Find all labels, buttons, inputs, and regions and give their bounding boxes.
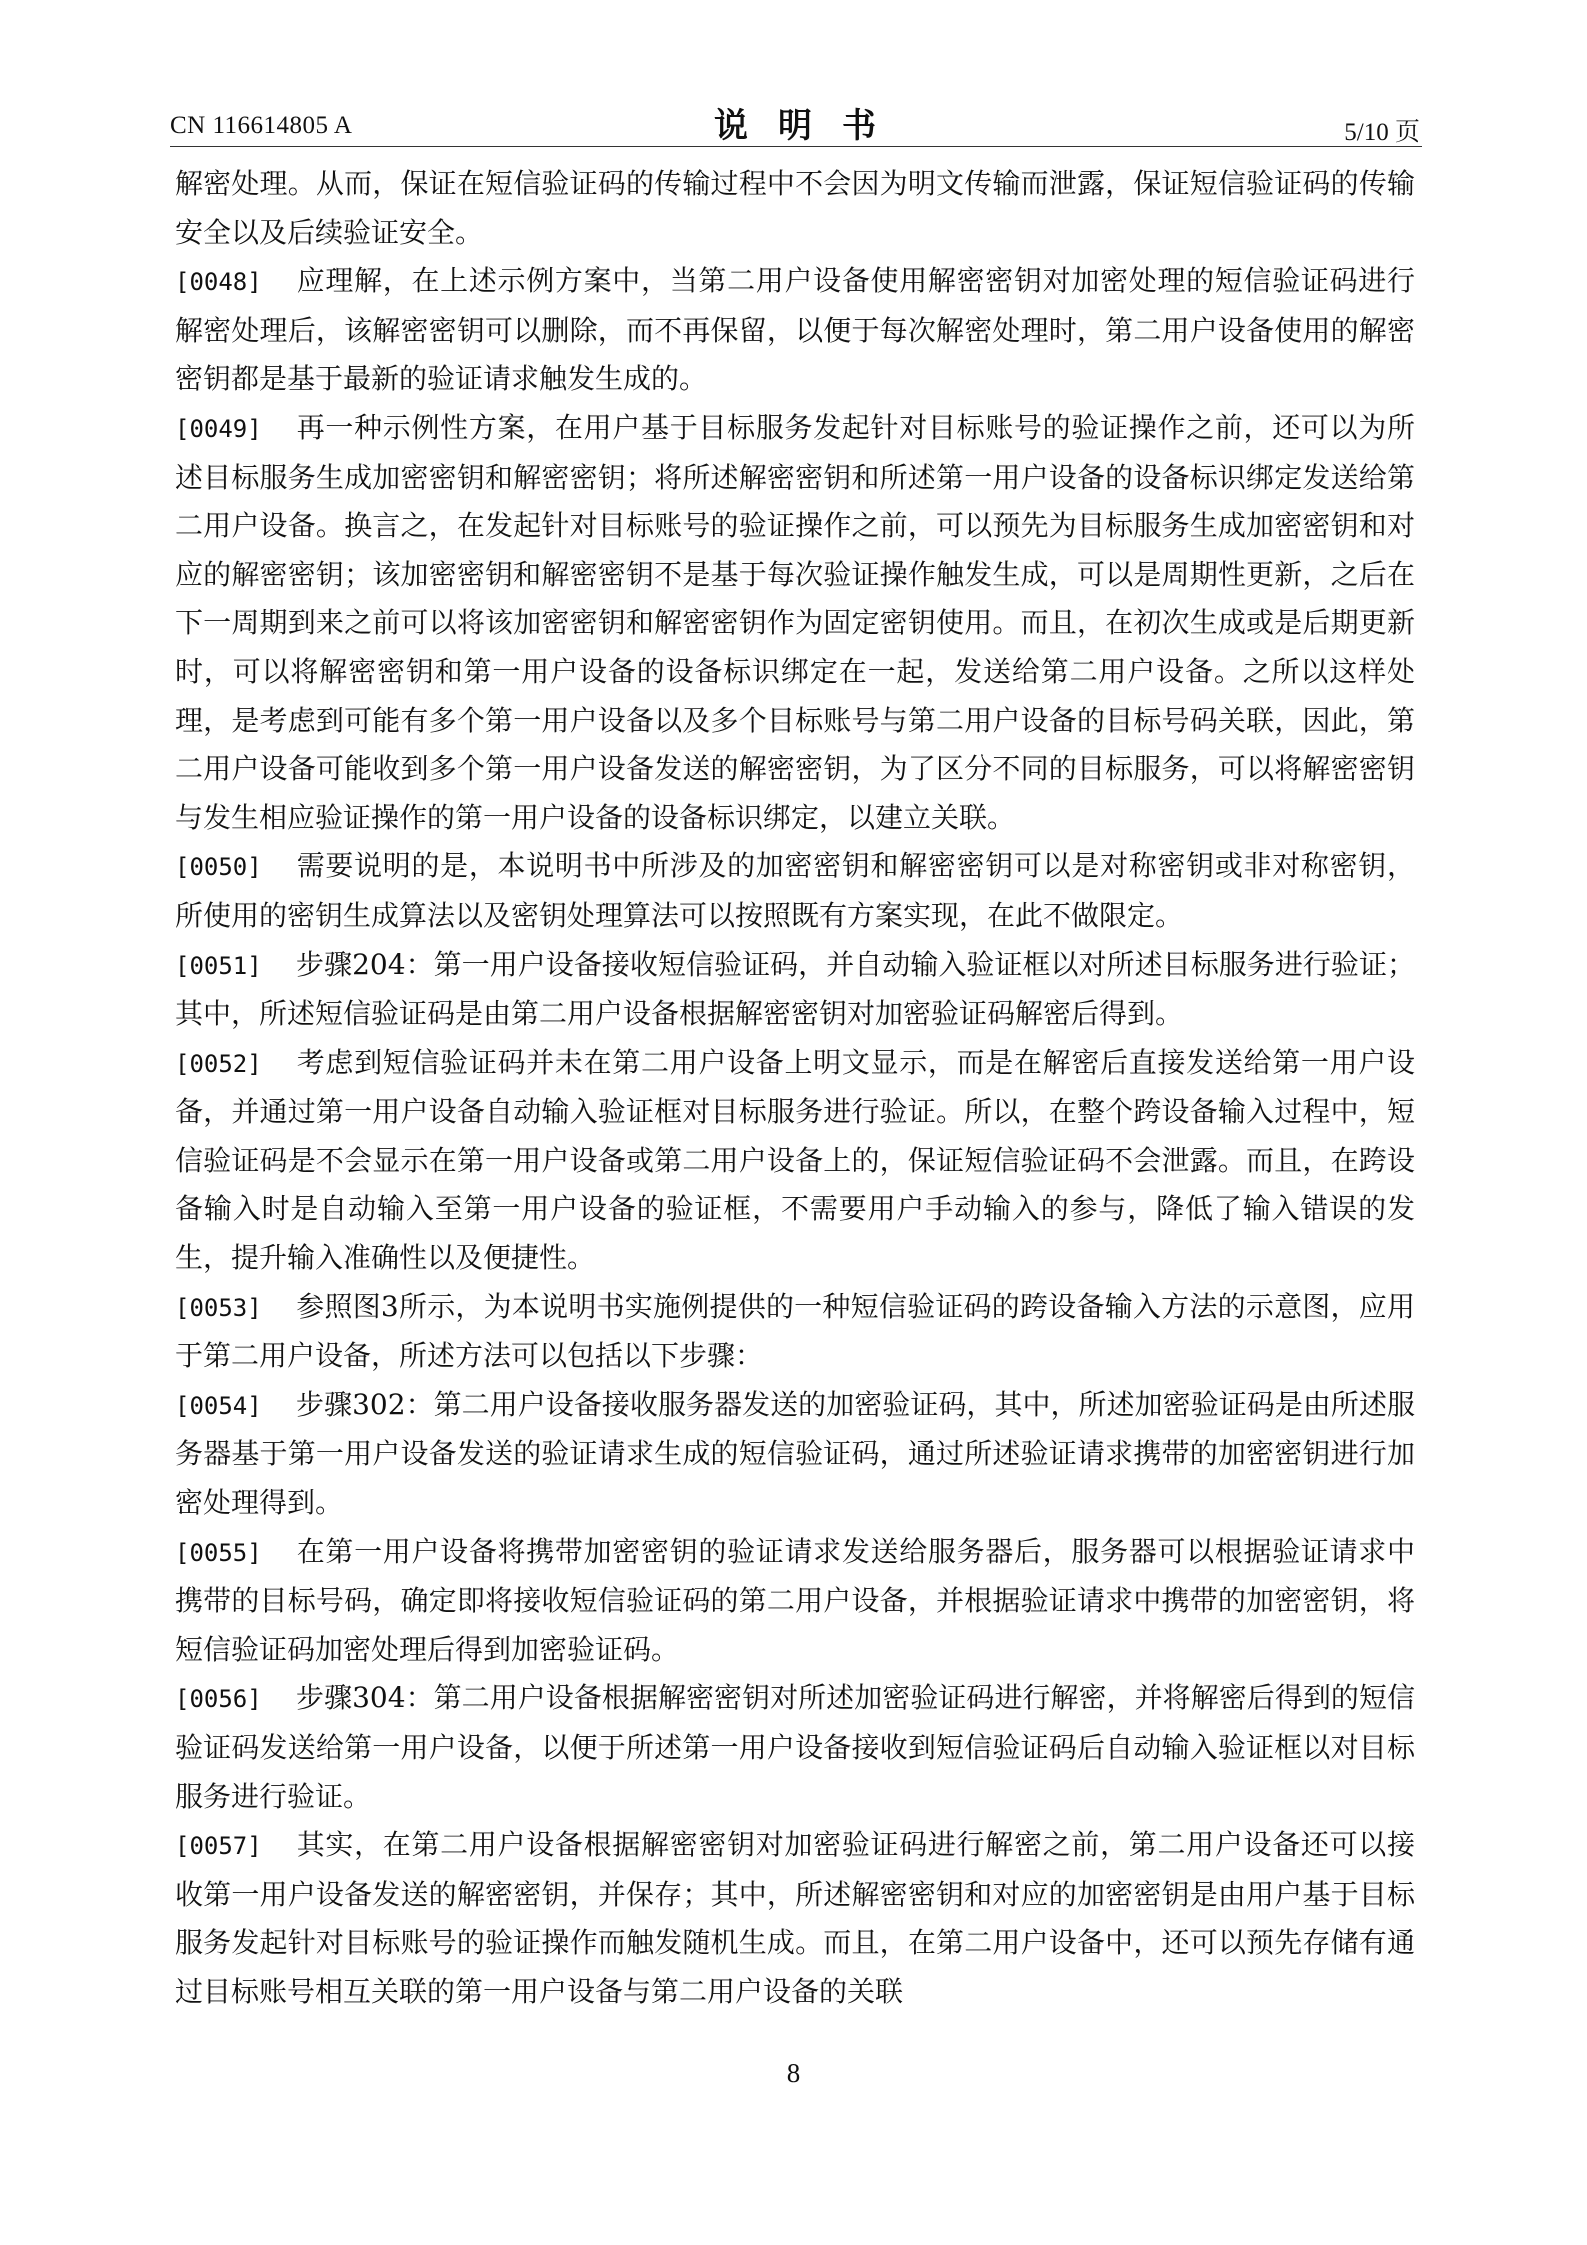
page-indicator: 5/10 页 [1344,119,1420,146]
paragraph-text: 步骤304：第二用户设备根据解密密钥对所述加密验证码进行解密，并将解密后得到的短信验证码发送给第一用户设备，以便于所述第一用户设备接收到短信验证码后自动输入验证框以对目标服务进行验证。 [175,1681,1415,1813]
paragraph-text: 再一种示例性方案，在用户基于目标服务发起针对目标账号的验证操作之前，还可以为所述目标服务生成加密密钥和解密密钥；将所述解密密钥和所述第一用户设备的设备标识绑定发送给第二用户设备。换言之，在发起针对目标账号的验证操作之前，可以预先为目标服务生成加密密钥和对应的解密密钥；该加密密钥和解密密钥不是基于每次验证操作触发生成，可以是周期性更新，之后在下一周期到来之前可以将该加密密钥和解密密钥作为固定密钥使用。而且，在初次生成或是后期更新时，可以将解密密钥和第一用户设备的设备标识绑定在一起，发送给第二用户设备。之所以这样处理，是考虑到可能有多个第一用户设备以及多个目标账号与第二用户设备的目标号码关联，因此，第二用户设备可能收到多个第一用户设备发送的解密密钥，为了区分不同的目标服务，可以将解密密钥与发生相应验证操作的第一用户设备的设备标识绑定，以建立关联。 [175,410,1415,834]
paragraph-text: 其实，在第二用户设备根据解密密钥对加密验证码进行解密之前，第二用户设备还可以接收第一用户设备发送的解密密钥，并保存；其中，所述解密密钥和对应的加密密钥是由用户基于目标服务发起针对目标账号的验证操作而触发随机生成。而且，在第二用户设备中，还可以预先存储有通过目标账号相互关联的第一用户设备与第二用户设备的关联 [175,1828,1415,2008]
paragraph-number: [0049] [175,414,262,443]
paragraph-0053 [175,1283,1415,1381]
paragraph-0056 [175,1674,1415,1821]
paragraph-0054 [175,1381,1415,1528]
document-title: 说明书 [714,106,906,146]
paragraph-number: [0053] [175,1293,262,1322]
paragraph-number: [0054] [175,1391,262,1420]
paragraph-text: 考虑到短信验证码并未在第二用户设备上明文显示，而是在解密后直接发送给第一用户设备，并通过第一用户设备自动输入验证框对目标服务进行验证。所以，在整个跨设备输入过程中，短信验证码是不会显示在第一用户设备或第二用户设备上的，保证短信验证码不会泄露。而且，在跨设备输入时是自动输入至第一用户设备的验证框，不需要用户手动输入的参与，降低了输入错误的发生，提升输入准确性以及便捷性。 [175,1045,1415,1275]
publication-number: CN 116614805 A [170,112,353,139]
paragraph-number: [0055] [175,1538,262,1567]
paragraph-0049 [175,404,1415,842]
page-header [170,98,1420,144]
page-number: 8 [786,2058,801,2088]
paragraph-number: [0056] [175,1685,262,1714]
paragraph-number: [0048] [175,268,262,297]
paragraph-text: 应理解，在上述示例方案中，当第二用户设备使用解密密钥对加密处理的短信验证码进行解密处理后，该解密密钥可以删除，而不再保留，以便于每次解密处理时，第二用户设备使用的解密密钥都是基于最新的验证请求触发生成的。 [175,264,1415,396]
paragraph-number: [0052] [175,1049,262,1078]
document-body [175,160,1415,2017]
continuation-paragraph: 解密处理。从而，保证在短信验证码的传输过程中不会因为明文传输而泄露，保证短信验证码的传输安全以及后续验证安全。 [175,167,1415,249]
paragraph-text: 需要说明的是，本说明书中所涉及的加密密钥和解密密钥可以是对称密钥或非对称密钥，所使用的密钥生成算法以及密钥处理算法可以按照既有方案实现，在此不做限定。 [175,849,1415,932]
paragraph-text: 步骤302：第二用户设备接收服务器发送的加密验证码，其中，所述加密验证码是由所述服务器基于第一用户设备发送的验证请求生成的短信验证码，通过所述验证请求携带的加密密钥进行加密处理得到。 [175,1387,1415,1520]
paragraph-text: 参照图3所示，为本说明书实施例提供的一种短信验证码的跨设备输入方法的示意图，应用于第二用户设备，所述方法可以包括以下步骤： [175,1289,1415,1373]
paragraph-0048 [175,257,1415,404]
paragraph-number: [0051] [175,951,262,980]
paragraph-0050 [175,842,1415,940]
paragraph-number: [0057] [175,1832,262,1861]
paragraph-0055 [175,1528,1415,1675]
paragraph-0052 [175,1039,1415,1283]
paragraph-0057 [175,1821,1415,2016]
paragraph-text: 步骤204：第一用户设备接收短信验证码，并自动输入验证框以对所述目标服务进行验证；其中，所述短信验证码是由第二用户设备根据解密密钥对加密验证码解密后得到。 [175,947,1415,1031]
paragraph-number: [0050] [175,853,262,882]
paragraph-text: 在第一用户设备将携带加密密钥的验证请求发送给服务器后，服务器可以根据验证请求中携带的目标号码，确定即将接收短信验证码的第二用户设备，并根据验证请求中携带的加密密钥，将短信验证码加密处理后得到加密验证码。 [175,1534,1415,1666]
header-rule [170,146,1422,147]
paragraph-0051 [175,941,1415,1039]
